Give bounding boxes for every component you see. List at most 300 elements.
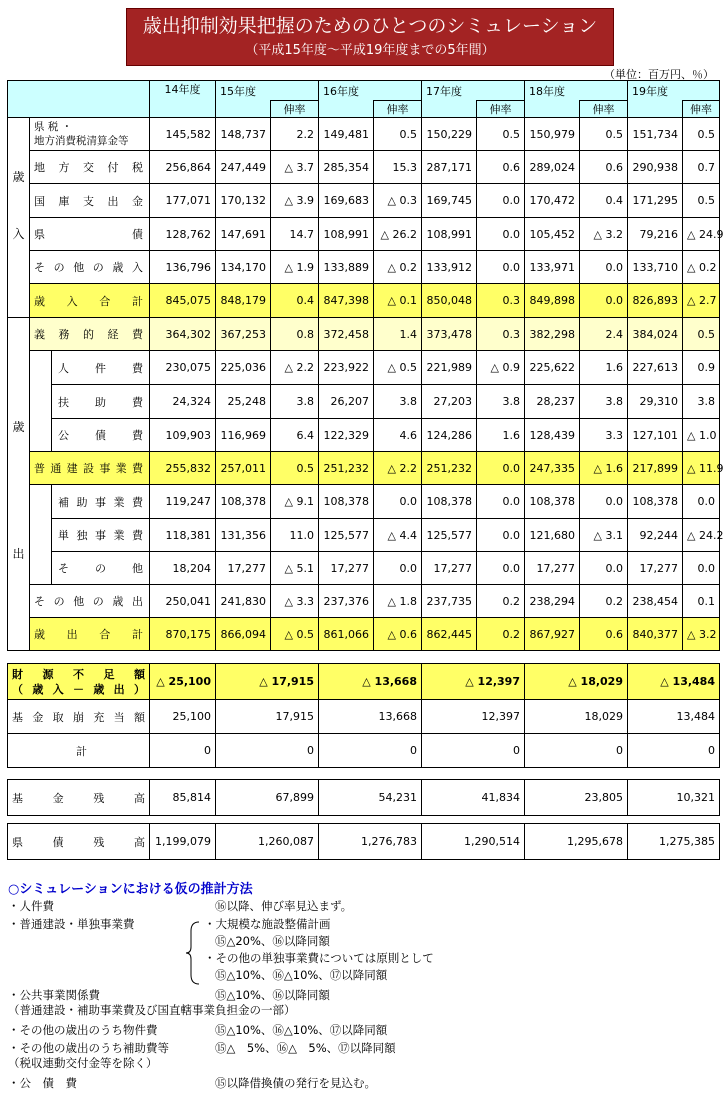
value-cell: 108,378 (216, 485, 271, 519)
rate-cell: 0.0 (374, 552, 422, 585)
value-cell: 170,132 (216, 184, 271, 218)
value-cell: 147,691 (216, 218, 271, 251)
value-cell: 133,710 (628, 251, 683, 284)
rate-cell: 0.0 (580, 552, 628, 585)
row-label: 義務的経費 (30, 318, 150, 351)
total-row (8, 734, 720, 768)
rate-cell: △ 5.1 (271, 552, 319, 585)
row-label: 扶助費 (52, 385, 150, 419)
rate-cell: 3.8 (271, 385, 319, 419)
rate-cell: 0.0 (683, 485, 720, 519)
value-cell: 108,991 (319, 218, 374, 251)
rate-cell: 0.0 (580, 485, 628, 519)
header-spacer (216, 101, 271, 118)
row-label: 歳入合計 (30, 284, 150, 318)
rate-cell: 0.0 (683, 552, 720, 585)
value-cell: 54,231 (319, 780, 422, 816)
row-label-line: 県 税 ・ (34, 121, 73, 133)
rate-header: 伸率 (271, 101, 319, 118)
value-cell: 230,075 (150, 351, 216, 385)
value-cell: 223,922 (319, 351, 374, 385)
rate-cell: △ 24.9 (683, 218, 720, 251)
value-cell: 17,277 (628, 552, 683, 585)
value-cell: 840,377 (628, 618, 683, 651)
row-label: その他の歳出 (30, 585, 150, 618)
rate-cell: 14.7 (271, 218, 319, 251)
rate-cell: △ 0.2 (683, 251, 720, 284)
value-cell: 122,329 (319, 419, 374, 452)
value-cell: 25,100 (150, 700, 216, 734)
brace-icon (185, 921, 201, 985)
rate-cell: △ 2.2 (271, 351, 319, 385)
year-header: 19年度 (628, 81, 720, 101)
rate-cell: 0.0 (477, 452, 525, 485)
value-cell: 124,286 (422, 419, 477, 452)
note-line: ・公共事業関係費 (8, 988, 100, 1002)
rate-cell: 0.6 (477, 151, 525, 184)
rate-cell: 4.6 (374, 419, 422, 452)
rate-cell: 0.3 (477, 318, 525, 351)
value-cell: 287,171 (422, 151, 477, 184)
value-cell: 1,260,087 (216, 824, 319, 860)
row-label: 公債費 (52, 419, 150, 452)
rate-cell: △ 3.9 (271, 184, 319, 218)
value-cell: 372,458 (319, 318, 374, 351)
table-row (8, 318, 720, 351)
rate-cell: 0.5 (683, 118, 720, 151)
value-cell: 150,229 (422, 118, 477, 151)
rate-cell: 0.1 (683, 585, 720, 618)
row-label: 歳出合計 (30, 618, 150, 651)
value-cell: 18,029 (525, 700, 628, 734)
value-cell: 92,244 (628, 519, 683, 552)
rate-cell: △ 1.8 (374, 585, 422, 618)
table-row (8, 351, 720, 385)
note-line: ・その他の歳出のうち補助費等 (8, 1041, 169, 1055)
shortfall-label-line: 財源不足額 (12, 667, 145, 681)
row-label: 補助事業費 (52, 485, 150, 519)
note-line: （普通建設・補助事業費及び国直轄事業負担金の一部） (8, 1003, 296, 1017)
row-label: 基金残高 (8, 780, 150, 816)
value-cell: 17,277 (422, 552, 477, 585)
side-char: 出 (12, 547, 25, 561)
rate-cell: 0.3 (477, 284, 525, 318)
value-cell: △ 13,668 (319, 664, 422, 700)
value-cell: 0 (628, 734, 720, 768)
value-cell: 247,335 (525, 452, 580, 485)
rate-cell: 0.0 (580, 251, 628, 284)
side-char: 歳 (12, 170, 25, 184)
value-cell: 150,979 (525, 118, 580, 151)
note-line: ・公 債 費 (8, 1076, 77, 1090)
row-label (8, 664, 150, 700)
rate-cell: 0.5 (477, 118, 525, 151)
rate-cell: 0.5 (683, 184, 720, 218)
year-header: 18年度 (525, 81, 628, 101)
value-cell: 23,805 (525, 780, 628, 816)
rate-cell: △ 0.1 (374, 284, 422, 318)
rate-cell: 0.5 (683, 318, 720, 351)
value-cell: 79,216 (628, 218, 683, 251)
rate-cell: 0.4 (580, 184, 628, 218)
rate-cell: △ 11.9 (683, 452, 720, 485)
rate-cell: △ 0.5 (271, 618, 319, 651)
value-cell: △ 25,100 (150, 664, 216, 700)
value-cell: 133,971 (525, 251, 580, 284)
value-cell: 27,203 (422, 385, 477, 419)
value-cell: 257,011 (216, 452, 271, 485)
value-cell: 116,969 (216, 419, 271, 452)
indent-spacer (30, 485, 52, 585)
value-cell: 866,094 (216, 618, 271, 651)
value-cell: 105,452 (525, 218, 580, 251)
table-row (8, 552, 720, 585)
note-line: （税収連動交付金等を除く） (8, 1056, 158, 1070)
value-cell: 225,622 (525, 351, 580, 385)
value-cell: 17,277 (216, 552, 271, 585)
value-cell: 133,889 (319, 251, 374, 284)
rate-cell: 0.0 (477, 552, 525, 585)
value-cell: 861,066 (319, 618, 374, 651)
rate-cell: △ 3.1 (580, 519, 628, 552)
unit-note: （単位：百万円、％） (604, 68, 714, 81)
value-cell: 118,381 (150, 519, 216, 552)
rate-cell: △ 2.2 (374, 452, 422, 485)
value-cell: 12,397 (422, 700, 525, 734)
value-cell: 128,439 (525, 419, 580, 452)
row-label: 地方交付税 (30, 151, 150, 184)
rate-header: 伸率 (477, 101, 525, 118)
value-cell: 364,302 (150, 318, 216, 351)
rate-cell: △ 1.0 (683, 419, 720, 452)
note-line: ⑮△10%、⑯以降同額 (215, 988, 330, 1002)
rate-cell: 0.0 (374, 485, 422, 519)
note-line: ・人件費 (8, 899, 54, 913)
value-cell: 367,253 (216, 318, 271, 351)
rate-cell: 3.3 (580, 419, 628, 452)
table-row (8, 385, 720, 419)
value-cell: 128,762 (150, 218, 216, 251)
value-cell: 237,376 (319, 585, 374, 618)
row-label: 普通建設事業費 (30, 452, 150, 485)
rate-cell: 0.0 (477, 485, 525, 519)
row-label: 県債残高 (8, 824, 150, 860)
value-cell: 1,199,079 (150, 824, 216, 860)
value-cell: 41,834 (422, 780, 525, 816)
value-cell: 13,668 (319, 700, 422, 734)
value-cell: △ 17,915 (216, 664, 319, 700)
rate-cell: △ 0.2 (374, 251, 422, 284)
value-cell: 149,481 (319, 118, 374, 151)
fund-draw-row (8, 700, 720, 734)
rate-cell: △ 3.2 (580, 218, 628, 251)
note-line: ⑮△10%、⑯△10%、⑰以降同額 (215, 968, 388, 982)
value-cell: 238,294 (525, 585, 580, 618)
rate-cell: △ 1.9 (271, 251, 319, 284)
value-cell: 1,295,678 (525, 824, 628, 860)
value-cell: 1,276,783 (319, 824, 422, 860)
note-line: ⑯以降、伸び率見込まず。 (215, 899, 353, 913)
value-cell: 177,071 (150, 184, 216, 218)
row-label (30, 118, 150, 151)
value-cell: 251,232 (422, 452, 477, 485)
value-cell: 255,832 (150, 452, 216, 485)
header-spacer (319, 101, 374, 118)
side-label-revenue (8, 118, 30, 318)
page-title: 歳出抑制効果把握のためのひとつのシミュレーション (142, 15, 598, 37)
value-cell: 0 (319, 734, 422, 768)
notes-section (8, 878, 253, 897)
rate-cell: 0.6 (580, 151, 628, 184)
table-row (8, 485, 720, 519)
debt-balance-row (8, 824, 720, 860)
value-cell: 151,734 (628, 118, 683, 151)
value-cell: 867,927 (525, 618, 580, 651)
value-cell: 133,912 (422, 251, 477, 284)
value-cell: 169,683 (319, 184, 374, 218)
value-cell: 119,247 (150, 485, 216, 519)
value-cell: 121,680 (525, 519, 580, 552)
value-cell: 169,745 (422, 184, 477, 218)
year-header: 16年度 (319, 81, 422, 101)
note-line: ・大規模な施設整備計画 (204, 917, 331, 931)
value-cell: △ 18,029 (525, 664, 628, 700)
value-cell: 870,175 (150, 618, 216, 651)
note-line: ・その他の歳出のうち物件費 (8, 1023, 158, 1037)
table-row (8, 251, 720, 284)
rate-cell: △ 1.6 (580, 452, 628, 485)
rate-cell: △ 4.4 (374, 519, 422, 552)
value-cell: 241,830 (216, 585, 271, 618)
rate-header: 伸率 (683, 101, 720, 118)
side-char: 入 (12, 227, 25, 241)
value-cell: 108,378 (319, 485, 374, 519)
value-cell: 0 (150, 734, 216, 768)
value-cell: 290,938 (628, 151, 683, 184)
table-row (8, 151, 720, 184)
row-label: その他の歳入 (30, 251, 150, 284)
value-cell: 108,378 (422, 485, 477, 519)
header-row (8, 81, 720, 101)
rate-cell: 0.8 (271, 318, 319, 351)
value-cell: 24,324 (150, 385, 216, 419)
note-line: ・その他の単独事業費については原則として (204, 951, 434, 965)
total-label: 計 (76, 744, 87, 758)
side-char: 歳 (12, 420, 25, 434)
value-cell: 1,275,385 (628, 824, 720, 860)
table-row (8, 618, 720, 651)
value-cell: △ 13,484 (628, 664, 720, 700)
shortfall-label (12, 667, 145, 697)
rate-cell: 15.3 (374, 151, 422, 184)
rate-cell: △ 3.2 (683, 618, 720, 651)
row-label: 県債 (30, 218, 150, 251)
value-cell: 848,179 (216, 284, 271, 318)
header-spacer (422, 101, 477, 118)
value-cell: 847,398 (319, 284, 374, 318)
value-cell: 134,170 (216, 251, 271, 284)
table-row (8, 419, 720, 452)
value-cell: 171,295 (628, 184, 683, 218)
rate-cell: 0.5 (374, 118, 422, 151)
row-label-line: 地方消費税清算金等 (34, 135, 129, 147)
rate-cell: 3.8 (374, 385, 422, 419)
value-cell: 217,899 (628, 452, 683, 485)
value-cell: 28,237 (525, 385, 580, 419)
rate-cell: 11.0 (271, 519, 319, 552)
note-line: ⑮以降借換債の発行を見込む。 (215, 1076, 376, 1090)
rate-cell: 0.0 (580, 284, 628, 318)
debt-balance-table (7, 823, 720, 860)
table-row (8, 118, 720, 151)
value-cell: 826,893 (628, 284, 683, 318)
year-header: 17年度 (422, 81, 525, 101)
fund-balance-table (7, 779, 720, 816)
header-spacer (628, 101, 683, 118)
note-line: ・普通建設・単独事業費 (8, 917, 135, 931)
value-cell: 127,101 (628, 419, 683, 452)
rate-cell: 0.6 (580, 618, 628, 651)
value-cell: 237,735 (422, 585, 477, 618)
rate-cell: 1.6 (580, 351, 628, 385)
value-cell: 67,899 (216, 780, 319, 816)
main-table (7, 80, 724, 651)
table-row (8, 585, 720, 618)
indent-spacer (30, 351, 52, 452)
value-cell: 25,248 (216, 385, 271, 419)
value-cell: 29,310 (628, 385, 683, 419)
rate-cell: 1.4 (374, 318, 422, 351)
note-line: ⑮△10%、⑯△10%、⑰以降同額 (215, 1023, 388, 1037)
value-cell: 373,478 (422, 318, 477, 351)
notes-heading: ○シミュレーションにおける仮の推計方法 (8, 882, 253, 897)
rate-cell: △ 3.3 (271, 585, 319, 618)
value-cell: 17,915 (216, 700, 319, 734)
rate-cell: 0.9 (683, 351, 720, 385)
value-cell: 256,864 (150, 151, 216, 184)
rate-cell: 3.8 (683, 385, 720, 419)
value-cell: 108,378 (628, 485, 683, 519)
row-label: 単独事業費 (52, 519, 150, 552)
value-cell: 289,024 (525, 151, 580, 184)
rate-cell: 0.0 (477, 218, 525, 251)
rate-cell: 2.2 (271, 118, 319, 151)
row-label (8, 734, 150, 768)
fund-balance-row (8, 780, 720, 816)
rate-header: 伸率 (580, 101, 628, 118)
value-cell: 13,484 (628, 700, 720, 734)
value-cell: 145,582 (150, 118, 216, 151)
value-cell: 85,814 (150, 780, 216, 816)
rate-cell: 0.2 (580, 585, 628, 618)
value-cell: 17,277 (319, 552, 374, 585)
value-cell: 0 (216, 734, 319, 768)
value-cell: 136,796 (150, 251, 216, 284)
value-cell: 108,991 (422, 218, 477, 251)
rate-cell: △ 0.6 (374, 618, 422, 651)
page-subtitle: （平成15年度～平成19年度までの5年間） (245, 43, 495, 58)
rate-cell: △ 0.5 (374, 351, 422, 385)
value-cell: 250,041 (150, 585, 216, 618)
rate-cell: △ 26.2 (374, 218, 422, 251)
value-cell: 862,445 (422, 618, 477, 651)
value-cell: 125,577 (422, 519, 477, 552)
rate-cell: 0.2 (477, 618, 525, 651)
table-row (8, 519, 720, 552)
rate-cell: 0.5 (580, 118, 628, 151)
note-line: ⑮△20%、⑯以降同額 (215, 934, 330, 948)
value-cell: 225,036 (216, 351, 271, 385)
rate-cell: 0.0 (477, 251, 525, 284)
value-cell: 221,989 (422, 351, 477, 385)
rate-cell: △ 0.9 (477, 351, 525, 385)
shortfall-label-line: （歳入－歳出） (12, 682, 145, 696)
year-header: 14年度 (150, 81, 216, 118)
rate-cell: 0.5 (271, 452, 319, 485)
value-cell: 125,577 (319, 519, 374, 552)
rate-cell: △ 24.2 (683, 519, 720, 552)
table-row (8, 218, 720, 251)
row-label: 人件費 (52, 351, 150, 385)
value-cell: 382,298 (525, 318, 580, 351)
rate-cell: 0.0 (477, 519, 525, 552)
value-cell: 845,075 (150, 284, 216, 318)
title-banner (126, 8, 614, 66)
year-header: 15年度 (216, 81, 319, 101)
side-label-expenditure (8, 318, 30, 651)
rate-cell: 1.6 (477, 419, 525, 452)
value-cell: 285,354 (319, 151, 374, 184)
rate-cell: 2.4 (580, 318, 628, 351)
table-row (8, 284, 720, 318)
value-cell: 148,737 (216, 118, 271, 151)
value-cell: 10,321 (628, 780, 720, 816)
value-cell: 0 (422, 734, 525, 768)
rate-cell: 3.8 (580, 385, 628, 419)
shortfall-table (7, 663, 720, 768)
value-cell: 108,378 (525, 485, 580, 519)
value-cell: 17,277 (525, 552, 580, 585)
value-cell: 1,290,514 (422, 824, 525, 860)
value-cell: 131,356 (216, 519, 271, 552)
value-cell: 170,472 (525, 184, 580, 218)
value-cell: 251,232 (319, 452, 374, 485)
rate-cell: 3.8 (477, 385, 525, 419)
rate-cell: △ 3.7 (271, 151, 319, 184)
header-spacer (525, 101, 580, 118)
rate-cell: 0.7 (683, 151, 720, 184)
rate-cell: 0.2 (477, 585, 525, 618)
value-cell: 850,048 (422, 284, 477, 318)
value-cell: △ 12,397 (422, 664, 525, 700)
rate-cell: △ 9.1 (271, 485, 319, 519)
value-cell: 238,454 (628, 585, 683, 618)
header-blank (8, 81, 150, 118)
value-cell: 227,613 (628, 351, 683, 385)
value-cell: 0 (525, 734, 628, 768)
row-label: 基金取崩充当額 (8, 700, 150, 734)
row-label: 国庫支出金 (30, 184, 150, 218)
value-cell: 384,024 (628, 318, 683, 351)
value-cell: 849,898 (525, 284, 580, 318)
rate-cell: 6.4 (271, 419, 319, 452)
rate-cell: 0.4 (271, 284, 319, 318)
value-cell: 247,449 (216, 151, 271, 184)
rate-cell: 0.0 (477, 184, 525, 218)
rate-header: 伸率 (374, 101, 422, 118)
value-cell: 26,207 (319, 385, 374, 419)
rate-cell: △ 0.3 (374, 184, 422, 218)
